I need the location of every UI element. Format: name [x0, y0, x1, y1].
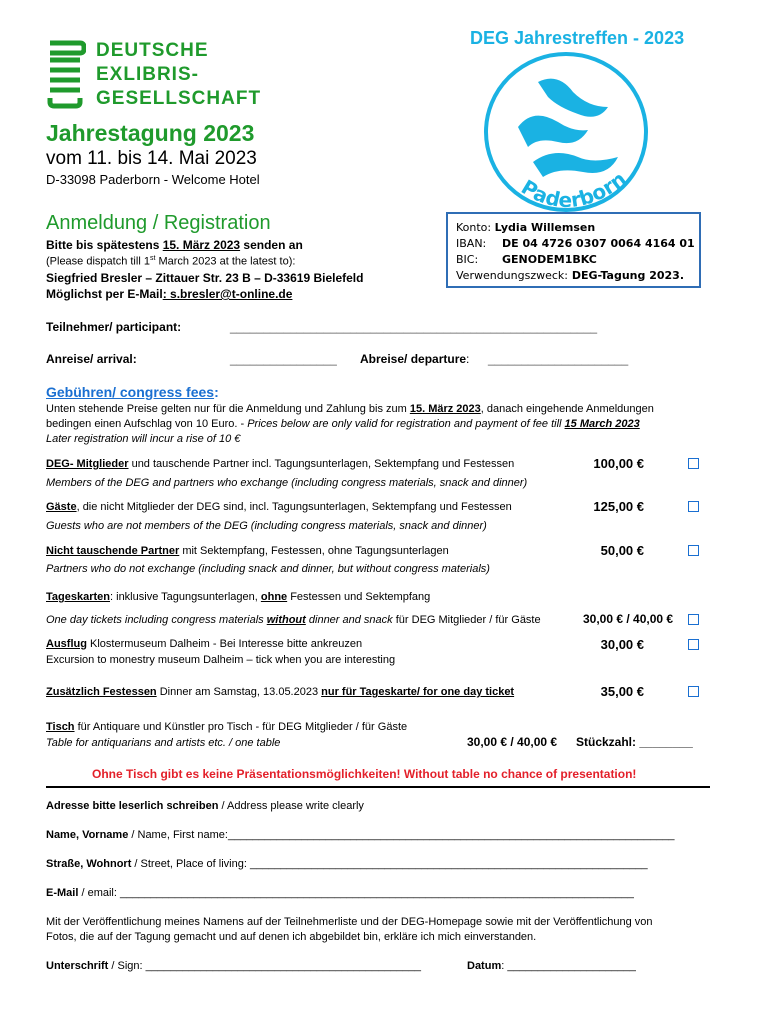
fees-heading: Gebühren/ congress fees: — [46, 384, 219, 400]
departure-label: Abreise/ departure: — [360, 352, 470, 366]
bic-label: BIC: — [456, 253, 479, 266]
fee-guests-checkbox[interactable] — [688, 501, 699, 512]
registration-dispatch: (Please dispatch till 1st March 2023 at the latest to): — [46, 255, 296, 268]
fee-extra-dinner-price: 35,00 € — [600, 684, 644, 699]
arrival-label: Anreise/ arrival: — [46, 352, 137, 366]
fee-excursion-checkbox[interactable] — [688, 639, 699, 650]
logo-line-3: GESELLSCHAFT — [96, 88, 262, 109]
konto-value: Lydia Willemsen — [494, 221, 596, 234]
bic-value: GENODEM1BKC — [502, 253, 597, 266]
fee-table-en: Table for antiquarians and artists etc. / one table — [46, 737, 281, 749]
fee-members-price: 100,00 € — [593, 456, 644, 471]
email-field[interactable]: E-Mail / email: ____________________________________________________________________________________ — [46, 887, 634, 899]
participant-label: Teilnehmer/ participant: — [46, 320, 182, 334]
purpose-value: DEG-Tagung 2023. — [568, 269, 684, 282]
fees-note-1: Unten stehende Preise gelten nur für die Anmeldung und Zahlung bis zum 15. März 2023, danach eingehende Anmeldungen — [46, 403, 654, 415]
fee-partners-en: Partners who do not exchange (including snack and dinner, but without congress materials) — [46, 563, 490, 575]
fee-partners-price: 50,00 € — [600, 543, 644, 558]
address-intro: Adresse bitte leserlich schreiben / Address please write clearly — [46, 800, 364, 812]
fee-table-price: 30,00 € / 40,00 € — [467, 735, 558, 749]
registration-address: Siegfried Bresler – Zittauer Str. 23 B – D-33619 Bielefeld — [46, 271, 364, 285]
name-field[interactable]: Name, Vorname / Name, First name:_________________________________________________________________________ — [46, 829, 675, 841]
logo-line-2: EXLIBRIS- — [96, 64, 199, 85]
registration-email: Möglichst per E-Mail: s.bresler@t-online.de — [46, 287, 293, 301]
fee-partners: Nicht tauschende Partner mit Sektempfang, Festessen, ohne Tagungsunterlagen — [46, 545, 449, 557]
logo-mark-icon — [46, 40, 86, 110]
table-count[interactable]: Stückzahl: ________ — [576, 735, 693, 749]
fee-excursion-en: Excursion to monestry museum Dalheim – tick when you are interesting — [46, 654, 396, 666]
fee-day-ticket-en: One day tickets including congress materials without dinner and snack für DEG Mitglieder / für Gäste — [46, 614, 541, 626]
event-dates: vom 11. bis 14. Mai 2023 — [46, 148, 257, 169]
fee-excursion-price: 30,00 € — [600, 637, 644, 652]
fee-members-en: Members of the DEG and partners who exchange (including congress materials, snack and dinner) — [46, 477, 528, 489]
signature-field[interactable]: Unterschrift / Sign: _____________________________________________ — [46, 960, 421, 972]
iban-label: IBAN: — [456, 237, 487, 250]
event-location: D-33098 Paderborn - Welcome Hotel — [46, 172, 260, 187]
arrival-input[interactable]: ________________ — [230, 352, 337, 366]
purpose-label: Verwendungszweck: — [456, 269, 568, 282]
street-field[interactable]: Straße, Wohnort / Street, Place of living: _________________________________________________________________ — [46, 858, 648, 870]
fee-partners-checkbox[interactable] — [688, 545, 699, 556]
fee-day-ticket-checkbox[interactable] — [688, 614, 699, 625]
logo-line-1: DEUTSCHE — [96, 40, 209, 61]
email-link[interactable]: : s.bresler@t-online.de — [162, 287, 293, 301]
emblem-title: DEG Jahrestreffen - 2023 — [470, 28, 685, 48]
iban-value: DE 04 4726 0307 0064 4164 01 — [502, 237, 695, 250]
consent-line-2: Fotos, die auf der Tagung gemacht und auf denen ich abgebildet bin, erkläre ich mich einverstanden. — [46, 931, 537, 943]
participant-input[interactable]: _______________________________________________________ — [230, 320, 598, 334]
fee-guests: Gäste, die nicht Mitglieder der DEG sind, incl. Tagungsunterlagen, Sektempfang und Festessen — [46, 501, 512, 513]
registration-deadline: Bitte bis spätestens 15. März 2023 senden an — [46, 238, 303, 252]
divider — [46, 786, 710, 788]
fee-guests-price: 125,00 € — [593, 499, 644, 514]
emblem-city: Paderborn — [517, 166, 631, 213]
consent-line-1: Mit der Veröffentlichung meines Namens auf der Teilnehmerliste und der DEG-Homepage sowie mit der Veröffentlichung von — [46, 916, 653, 928]
page-title: Jahrestagung 2023 — [46, 120, 255, 146]
logo — [46, 40, 276, 112]
fee-extra-dinner-checkbox[interactable] — [688, 686, 699, 697]
fee-excursion: Ausflug Klostermuseum Dalheim - Bei Interesse bitte ankreuzen — [46, 638, 363, 650]
fee-members: DEG- Mitglieder und tauschende Partner incl. Tagungsunterlagen, Sektempfang und Festessen — [46, 458, 515, 470]
fee-guests-en: Guests who are not members of the DEG (including congress materials, snack and dinner) — [46, 520, 487, 532]
fee-extra-dinner: Zusätzlich Festessen Dinner am Samstag, 13.05.2023 nur für Tageskarte/ for one day ticket — [46, 686, 515, 698]
fees-note-2: bedingen einen Aufschlag von 10 Euro. - Prices below are only valid for registration and payment of fee till 15 March 2023 — [46, 418, 640, 430]
registration-heading: Anmeldung / Registration — [46, 212, 271, 234]
fee-day-ticket-price: 30,00 € / 40,00 € — [583, 612, 674, 626]
departure-input[interactable]: _____________________ — [488, 352, 629, 366]
warning-text: Ohne Tisch gibt es keine Präsentationsmöglichkeiten! Without table no chance of presentation! — [92, 767, 637, 781]
emblem-seal-icon — [478, 52, 658, 222]
bank-details-box — [446, 212, 701, 288]
konto-label: Konto: — [456, 221, 492, 234]
fee-table: Tisch für Antiquare und Künstler pro Tisch - für DEG Mitglieder / für Gäste — [46, 721, 408, 733]
fee-day-ticket: Tageskarten: inklusive Tagungsunterlagen, ohne Festessen und Sektempfang — [46, 591, 431, 603]
date-field[interactable]: Datum: _____________________ — [467, 960, 636, 972]
fees-note-3: Later registration will incur a rise of 10 € — [46, 433, 241, 445]
fee-members-checkbox[interactable] — [688, 458, 699, 469]
